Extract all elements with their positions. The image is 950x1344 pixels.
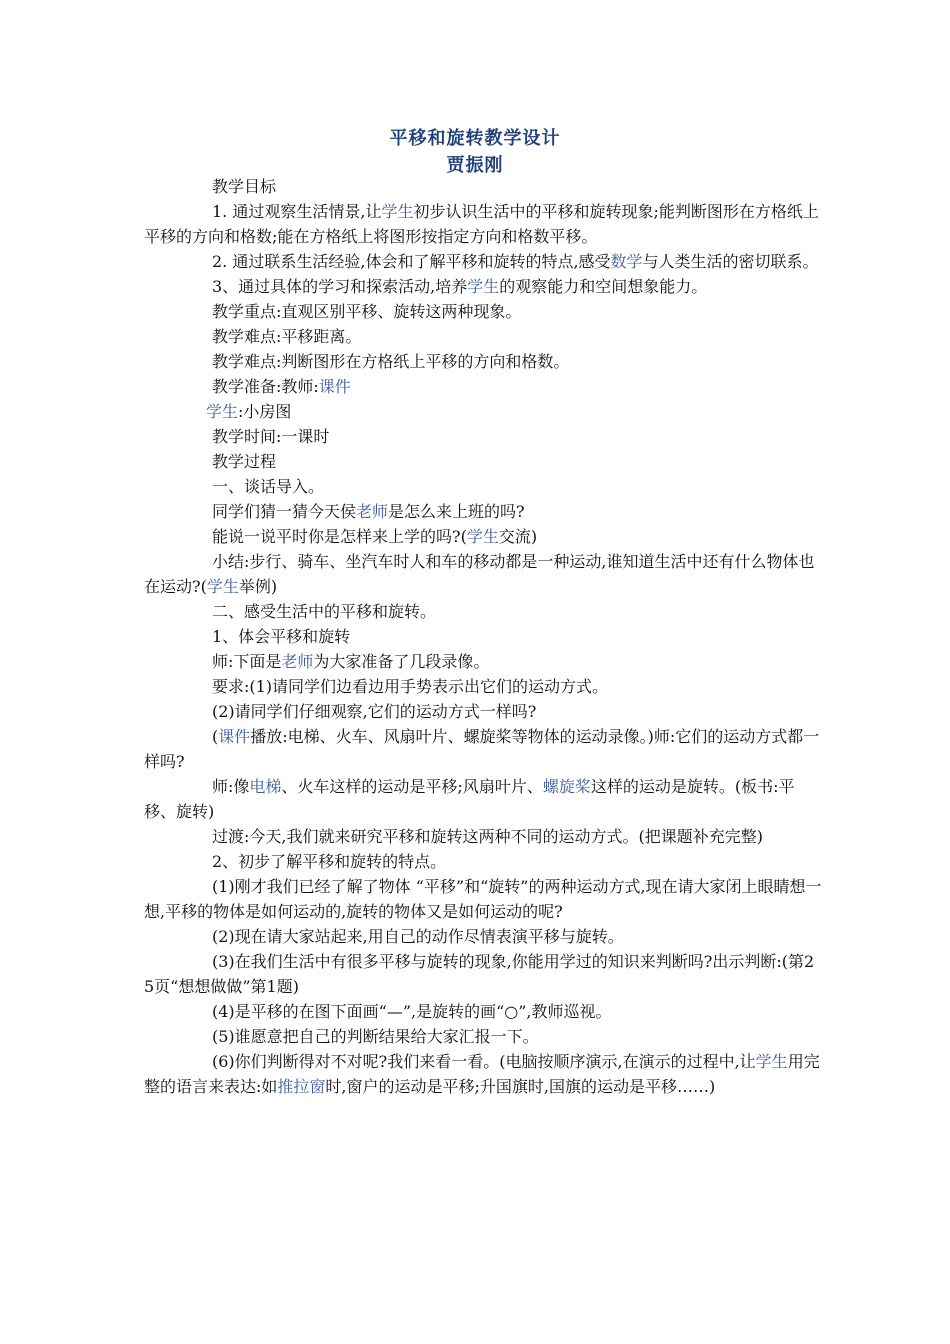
- paragraph: [144, 299, 824, 324]
- hyperlink[interactable]: 学生: [467, 277, 500, 296]
- paragraph-text: 为大家准备了几段录像。: [313, 652, 490, 671]
- paragraph: [144, 674, 824, 699]
- paragraph-text: 小结:步行、骑车、坐汽车时人和车的移动都是一种运动,谁知道生活中还有什么物体也在运动?(: [144, 552, 815, 596]
- paragraph: [144, 424, 824, 449]
- paragraph-text: 播放:电梯、火车、风扇叶片、螺旋桨等物体的运动录像。)师:它们的运动方式都一样吗?: [144, 727, 820, 771]
- hyperlink[interactable]: 课件: [218, 727, 251, 746]
- paragraph: [144, 874, 824, 924]
- paragraph-text: 教学重点:直观区别平移、旋转这两种现象。: [212, 302, 522, 321]
- paragraph: [144, 274, 824, 299]
- paragraph-text: :小房图: [238, 402, 292, 421]
- hyperlink[interactable]: 电梯: [249, 777, 282, 796]
- paragraph: [144, 1049, 824, 1099]
- paragraph-text: 能说一说平时你是怎样来上学的吗?(: [212, 527, 467, 546]
- paragraph-text: 教学过程: [212, 452, 277, 471]
- hyperlink[interactable]: 学生: [206, 402, 239, 421]
- paragraph-text: 1、体会平移和旋转: [212, 627, 351, 646]
- paragraph-text: 教学难点:平移距离。: [212, 327, 362, 346]
- paragraph: [144, 824, 824, 849]
- document-body: [144, 174, 824, 1099]
- paragraph: [144, 174, 824, 199]
- paragraph: [144, 399, 824, 424]
- paragraph: [144, 924, 824, 949]
- hyperlink[interactable]: 学生: [206, 577, 239, 596]
- paragraph-text: 教学时间:一课时: [212, 427, 330, 446]
- document-author: 贾振刚: [446, 155, 504, 176]
- paragraph: [144, 999, 824, 1024]
- paragraph: [144, 1024, 824, 1049]
- paragraph-text: 2. 通过联系生活经验,体会和了解平移和旋转的特点,感受: [212, 252, 611, 271]
- paragraph: [144, 949, 824, 999]
- paragraph-text: (: [212, 727, 219, 746]
- hyperlink[interactable]: 学生: [755, 1052, 788, 1071]
- paragraph-text: 师:下面是: [212, 652, 282, 671]
- hyperlink[interactable]: 课件: [318, 377, 351, 396]
- paragraph-text: (3)在我们生活中有很多平移与旋转的现象,你能用学过的知识来判断吗?出示判断:(第25页“想想做做”第1题): [144, 952, 815, 996]
- paragraph: [144, 499, 824, 524]
- paragraph: [144, 474, 824, 499]
- paragraph-text: 1. 通过观察生活情景,让: [212, 202, 382, 221]
- hyperlink[interactable]: 老师: [281, 652, 314, 671]
- paragraph-text: 初步认识生活中的平移和旋转现象;能判断图形在方格纸上平移的方向和格数;能在方格纸上将图形按指定方向和格数平移。: [144, 202, 819, 246]
- paragraph-text: 的观察能力和空间想象能力。: [499, 277, 708, 296]
- hyperlink[interactable]: 老师: [356, 502, 389, 521]
- paragraph-text: 是怎么来上班的吗?: [388, 502, 525, 521]
- document-title: 平移和旋转教学设计: [389, 128, 561, 149]
- paragraph: [144, 449, 824, 474]
- hyperlink[interactable]: 数学: [610, 252, 643, 271]
- paragraph-text: (4)是平移的在图下面画“—”,是旋转的画“○”,教师巡视。: [212, 1002, 612, 1021]
- paragraph-text: 教学难点:判断图形在方格纸上平移的方向和格数。: [212, 352, 570, 371]
- paragraph-text: 师:像: [212, 777, 250, 796]
- paragraph-text: 教学目标: [212, 177, 277, 196]
- paragraph-text: (5)谁愿意把自己的判断结果给大家汇报一下。: [212, 1027, 539, 1046]
- hyperlink[interactable]: 学生: [381, 202, 414, 221]
- paragraph: [144, 699, 824, 724]
- paragraph-text: (1)刚才我们已经了解了物体 “平移”和“旋转”的两种运动方式,现在请大家闭上眼睛想一想,平移的物体是如何运动的,旋转的物体又是如何运动的呢?: [144, 877, 822, 921]
- paragraph: [144, 549, 824, 599]
- paragraph-text: (6)你们判断得对不对呢?我们来看一看。(电脑按顺序演示,在演示的过程中,让: [212, 1052, 756, 1071]
- paragraph: [144, 349, 824, 374]
- paragraph-text: 、火车这样的运动是平移;风扇叶片、: [281, 777, 543, 796]
- paragraph-text: 二、感受生活中的平移和旋转。: [212, 602, 437, 621]
- paragraph: [144, 624, 824, 649]
- paragraph: [144, 524, 824, 549]
- hyperlink[interactable]: 推拉窗: [277, 1077, 326, 1096]
- paragraph: [144, 649, 824, 674]
- paragraph-text: (2)现在请大家站起来,用自己的动作尽情表演平移与旋转。: [212, 927, 624, 946]
- paragraph: [144, 324, 824, 349]
- paragraph-text: 过渡:今天,我们就来研究平移和旋转这两种不同的运动方式。(把课题补充完整): [212, 827, 763, 846]
- paragraph-text: 一、谈话导入。: [212, 477, 325, 496]
- paragraph-text: (2)请同学们仔细观察,它们的运动方式一样吗?: [212, 702, 537, 721]
- hyperlink[interactable]: 学生: [466, 527, 499, 546]
- paragraph-text: 同学们猜一猜今天侯: [212, 502, 357, 521]
- paragraph-text: 与人类生活的密切联系。: [642, 252, 819, 271]
- hyperlink[interactable]: 螺旋桨: [542, 777, 591, 796]
- paragraph: [144, 599, 824, 624]
- paragraph-text: 举例): [238, 577, 278, 596]
- paragraph-text: 这样的运动是旋转。(板书:平移、旋转): [144, 777, 795, 821]
- paragraph: [144, 724, 824, 774]
- paragraph-text: 2、初步了解平移和旋转的特点。: [212, 852, 447, 871]
- paragraph: [144, 199, 824, 249]
- paragraph: [144, 849, 824, 874]
- paragraph-text: 用完整的语言来表达:如: [144, 1052, 820, 1096]
- paragraph: [144, 374, 824, 399]
- paragraph-text: 要求:(1)请同学们边看边用手势表示出它们的运动方式。: [212, 677, 609, 696]
- paragraph-text: 教学准备:教师:: [212, 377, 319, 396]
- paragraph: [144, 249, 824, 274]
- paragraph: [144, 774, 824, 824]
- paragraph-text: 交流): [498, 527, 538, 546]
- paragraph-text: 时,窗户的运动是平移;升国旗时,国旗的运动是平移……): [325, 1077, 716, 1096]
- paragraph-text: 3、通过具体的学习和探索活动,培养: [212, 277, 468, 296]
